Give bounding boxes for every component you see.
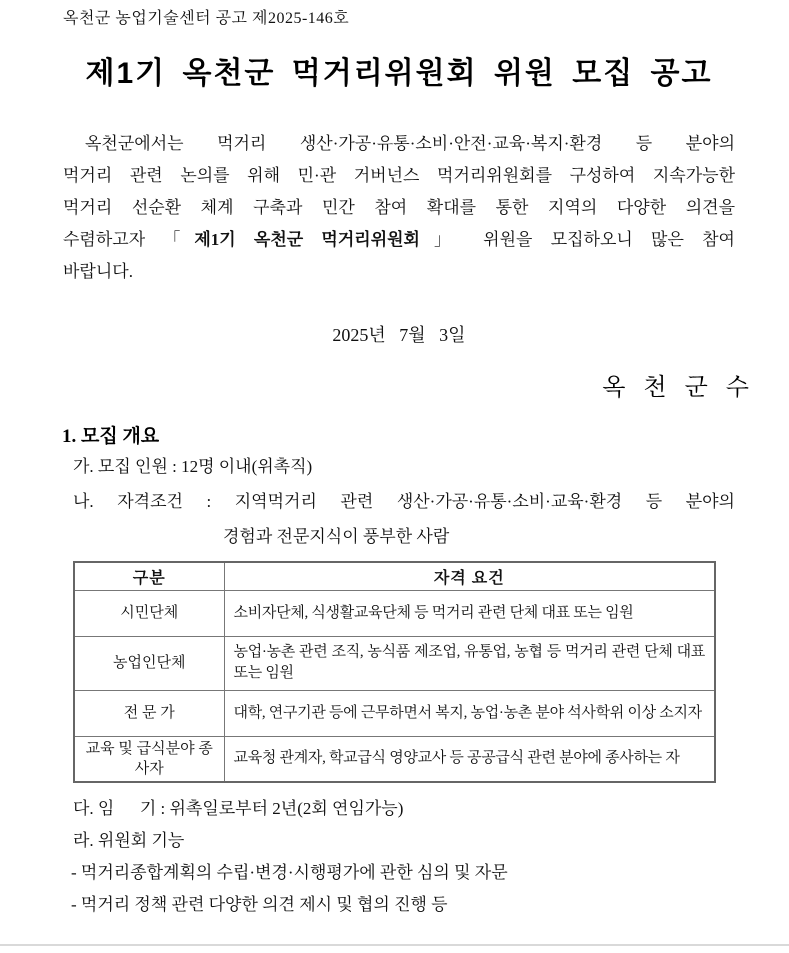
committee-function-item: - 먹거리 정책 관련 다양한 의견 제시 및 협의 진행 등 xyxy=(71,894,448,914)
category-cell: 전 문 가 xyxy=(74,690,224,736)
intro-paragraph xyxy=(63,128,735,288)
category-cell: 시민단체 xyxy=(74,590,224,636)
intro-line: 옥천군에서는 먹거리 생산·가공·유통·소비·안전·교육·복지·환경 등 분야의 xyxy=(85,134,735,153)
category-cell: 농업인단체 xyxy=(74,636,224,690)
table-row xyxy=(74,636,715,690)
table-row xyxy=(74,736,715,782)
section-1-heading: 1. 모집 개요 xyxy=(62,426,160,447)
page-title: 제1기 옥천군 먹거리위원회 위원 모집 공고 xyxy=(85,57,713,90)
table-header-row xyxy=(74,562,715,590)
table-header-requirement: 자격 요건 xyxy=(224,562,715,590)
table-header-category: 구분 xyxy=(74,562,224,590)
committee-function-item: - 먹거리종합계획의 수립·변경·시행평가에 관한 심의 및 자문 xyxy=(71,862,508,882)
item-na-qualification: 나. 자격조건 : 지역먹거리 관련 생산·가공·유통·소비·교육·환경 등 분야의 xyxy=(73,492,735,511)
requirement-cell: 교육청 관계자, 학교급식 영양교사 등 공공급식 관련 분야에 종사하는 자 xyxy=(224,736,715,782)
qualification-table xyxy=(73,561,716,783)
item-ga-recruit-count: 가. 모집 인원 : 12명 이내(위촉직) xyxy=(73,457,313,476)
signer-county-governor: 옥 천 군 수 xyxy=(602,375,755,401)
item-ra-committee-function: 라. 위원회 기능 xyxy=(73,830,185,850)
intro-line: 바랍니다. xyxy=(63,262,133,281)
page-bottom-divider xyxy=(0,944,789,946)
requirement-cell: 농업·농촌 관련 조직, 농식품 제조업, 유통업, 농협 등 먹거리 관련 단체 대표 또는 임원 xyxy=(224,636,715,690)
post-table-items xyxy=(63,793,735,921)
committee-name-emphasis: 제1기 옥천군 먹거리위원회 xyxy=(194,230,420,249)
table-row xyxy=(74,590,715,636)
intro-line4-pre: 수렴하고자 「 xyxy=(63,230,195,249)
intro-line: 먹거리 관련 논의를 위해 민·관 거버넌스 먹거리위원회를 구성하여 지속가능한 xyxy=(63,166,735,185)
requirement-cell: 대학, 연구기관 등에 근무하면서 복지, 농업·농촌 분야 석사학위 이상 소지자 xyxy=(224,690,715,736)
item-da-term: 다. 임 기 : 위촉일로부터 2년(2회 연임가능) xyxy=(73,798,404,818)
requirement-cell: 소비자단체, 식생활교육단체 등 먹거리 관련 단체 대표 또는 임원 xyxy=(224,590,715,636)
item-na-qualification-continued: 경험과 전문지식이 풍부한 사람 xyxy=(223,527,450,546)
doc-number: 옥천군 농업기술센터 공고 제2025-146호 xyxy=(63,10,350,27)
table-row xyxy=(74,690,715,736)
announcement-date: 2025년 7월 3일 xyxy=(332,325,466,345)
intro-line xyxy=(63,224,735,256)
category-cell: 교육 및 급식분야 종사자 xyxy=(74,736,224,782)
intro-line: 먹거리 선순환 체계 구축과 민간 참여 확대를 통한 지역의 다양한 의견을 xyxy=(63,198,735,217)
intro-line4-post: 」 위원을 모집하오니 많은 참여 xyxy=(419,230,735,249)
